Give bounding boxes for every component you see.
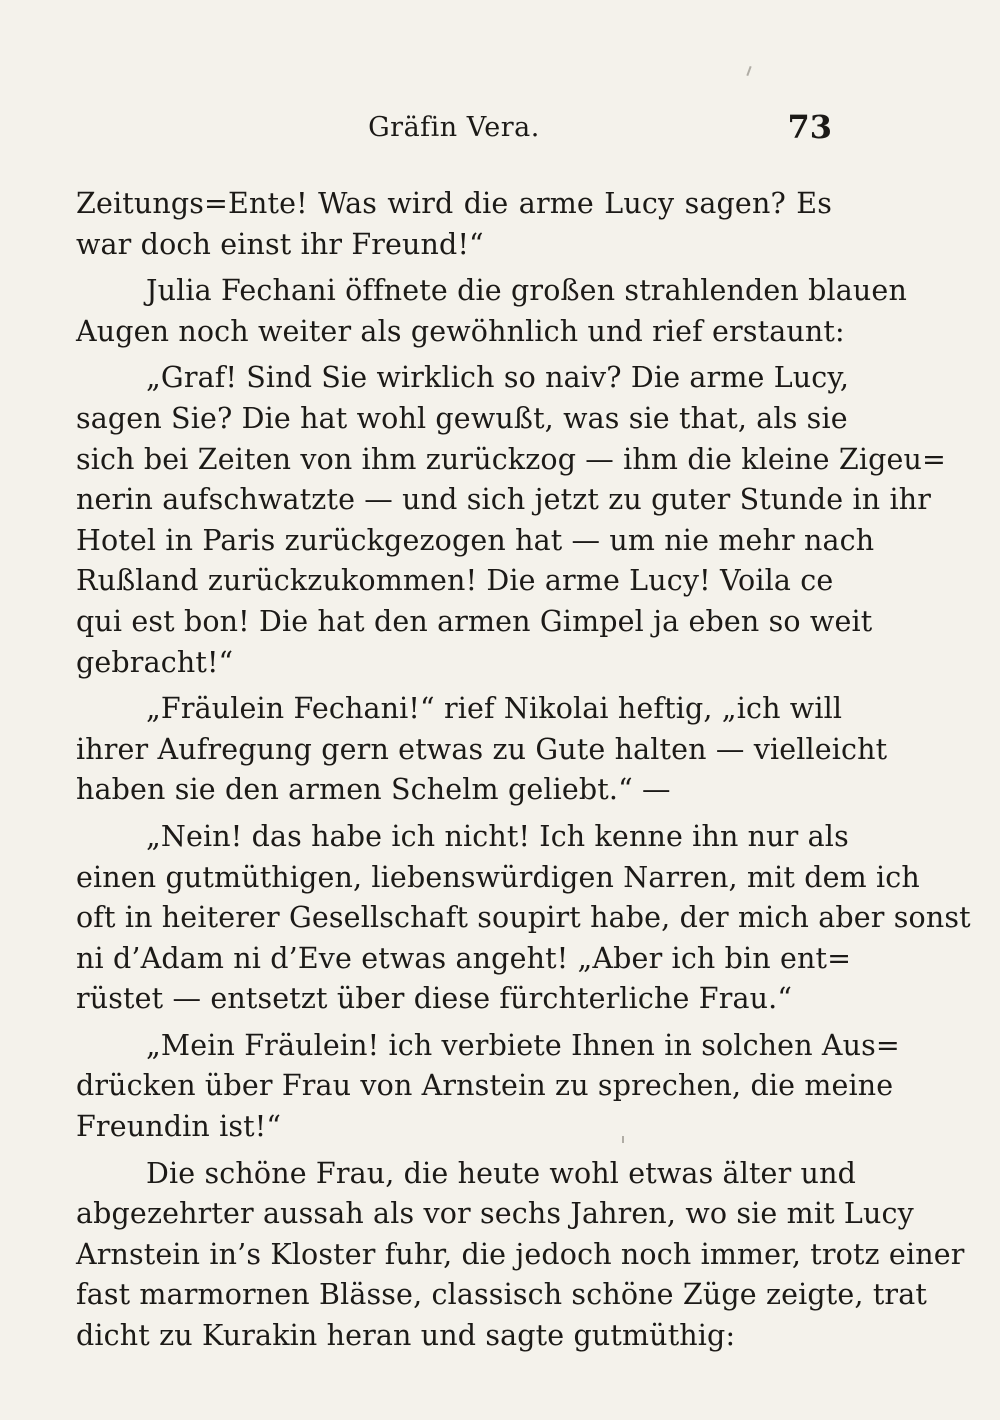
page-number: 73 bbox=[787, 108, 832, 146]
text-line: ni d’Adam ni d’Eve etwas angeht! „Aber ich bin ent= bbox=[76, 941, 852, 975]
text-line: „Graf! Sind Sie wirklich so naiv? Die arme Lucy, bbox=[146, 361, 850, 395]
text-line: Zeitungs=Ente! Was wird die arme Lucy sagen? Es bbox=[76, 187, 832, 220]
text-line: drücken über Frau von Arnstein zu sprechen, die meine bbox=[76, 1069, 894, 1103]
text-line: einen gutmüthigen, liebenswürdigen Narren, mit dem ich bbox=[76, 860, 920, 894]
text-line: haben sie den armen Schelm geliebt.“ — bbox=[76, 773, 671, 807]
text-line: nerin aufschwatzte — und sich jetzt zu guter Stunde in ihr bbox=[76, 483, 932, 517]
body-text bbox=[76, 184, 971, 1363]
text-line: Die schöne Frau, die heute wohl etwas älter und bbox=[146, 1156, 856, 1190]
text-line: Freundin ist!“ bbox=[76, 1110, 282, 1144]
paragraph bbox=[76, 1154, 965, 1357]
text-line: Rußland zurückzukommen! Die arme Lucy! Voila ce bbox=[76, 564, 834, 598]
text-line: sich bei Zeiten von ihm zurückzog — ihm die kleine Zigeu= bbox=[76, 442, 947, 476]
paragraph bbox=[76, 689, 888, 811]
text-line: oft in heiterer Gesellschaft soupirt habe, der mich aber sonst bbox=[76, 901, 971, 935]
text-line: rüstet — entsetzt über diese fürchterliche Frau.“ bbox=[76, 982, 793, 1016]
text-line: dicht zu Kurakin heran und sagte gutmüthig: bbox=[76, 1319, 736, 1353]
paper-speck bbox=[746, 66, 751, 76]
text-line: Augen noch weiter als gewöhnlich und rief erstaunt: bbox=[76, 314, 845, 348]
text-line: „Mein Fräulein! ich verbiete Ihnen in solchen Aus= bbox=[146, 1028, 900, 1062]
text-line: war doch einst ihr Freund!“ bbox=[76, 227, 484, 261]
paragraph bbox=[76, 184, 832, 265]
text-line: Arnstein in’s Kloster fuhr, die jedoch noch immer, trotz einer bbox=[76, 1237, 965, 1271]
paragraph bbox=[76, 817, 971, 1020]
paragraph bbox=[76, 358, 947, 683]
running-title: Gräfin Vera. bbox=[368, 112, 540, 143]
running-head bbox=[76, 108, 832, 152]
text-line: sagen Sie? Die hat wohl gewußt, was sie that, als sie bbox=[76, 401, 848, 435]
text-line: „Fräulein Fechani!“ rief Nikolai heftig, „ich will bbox=[146, 692, 843, 726]
paragraph bbox=[76, 1026, 900, 1148]
text-line: ihrer Aufregung gern etwas zu Gute halten — vielleicht bbox=[76, 732, 888, 766]
text-line: „Nein! das habe ich nicht! Ich kenne ihn nur als bbox=[146, 819, 849, 853]
text-line: Hotel in Paris zurückgezogen hat — um nie mehr nach bbox=[76, 523, 875, 557]
paragraph bbox=[76, 271, 907, 352]
text-line: Julia Fechani öffnete die großen strahlenden blauen bbox=[146, 274, 907, 308]
text-line: abgezehrter aussah als vor sechs Jahren, wo sie mit Lucy bbox=[76, 1197, 914, 1231]
text-line: gebracht!“ bbox=[76, 645, 234, 679]
text-line: qui est bon! Die hat den armen Gimpel ja eben so weit bbox=[76, 604, 873, 638]
text-line: fast marmornen Blässe, classisch schöne Züge zeigte, trat bbox=[76, 1278, 927, 1312]
